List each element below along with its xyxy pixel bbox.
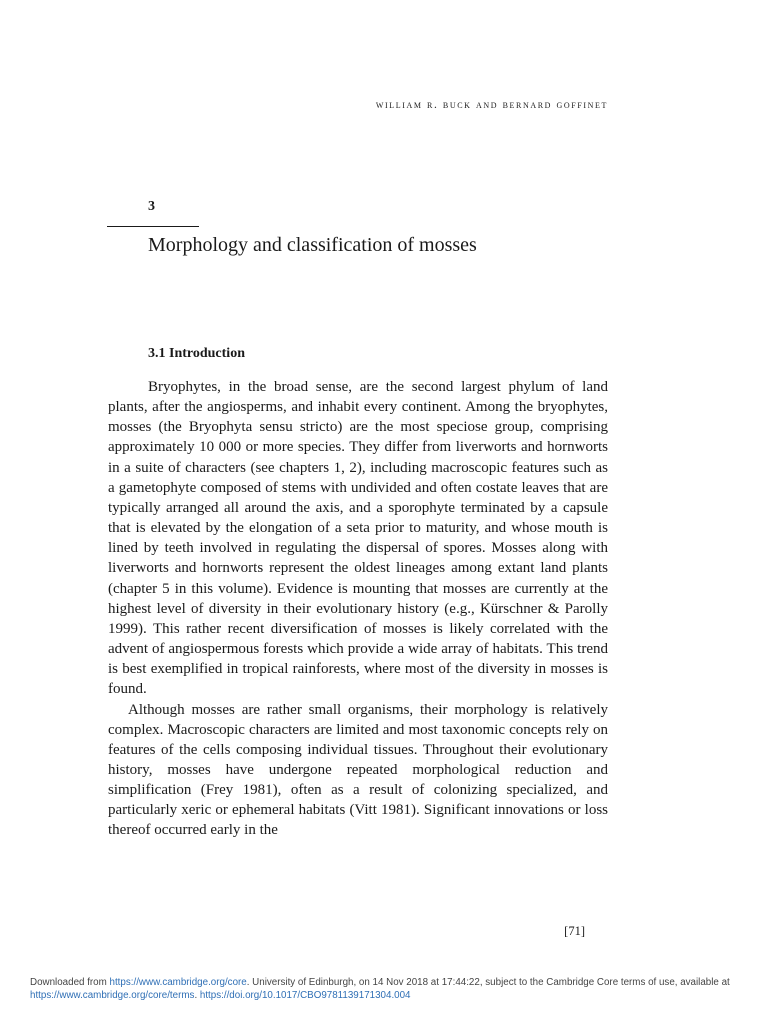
- page-number: [71]: [564, 924, 585, 938]
- download-footer: [30, 976, 750, 1002]
- chapter-number: 3: [148, 199, 155, 214]
- cambridge-core-link[interactable]: https://www.cambridge.org/core: [109, 977, 247, 988]
- core-terms-link[interactable]: https://www.cambridge.org/core/terms: [30, 990, 195, 1001]
- paragraph-2: Although mosses are rather small organisms, their morphology is relatively complex. Macroscopic characters are limited and most taxonomic concepts rely on features of the cells composing individual tissues. Throughout their evolutionary history, mosses have undergone repeated morphological reduction and simplification (Frey 1981), often as a result of colonizing specialized, and particularly xeric or ephemeral habitats (Vitt 1981). Significant innovations or loss thereof occurred early in the: [108, 701, 608, 839]
- footer-separator: .: [194, 990, 200, 1001]
- chapter-title: Morphology and classification of mosses: [148, 234, 477, 256]
- section-heading: 3.1 Introduction: [148, 346, 245, 361]
- paragraph-1: Bryophytes, in the broad sense, are the second largest phylum of land plants, after the angiosperms, and inhabit every continent. Among the bryophytes, mosses (the Bryophyta sensu stricto) are the most speciose group, comprising approximately 10 000 or more species. They differ from liverworts and hornworts in a suite of characters (see chapters 1, 2), including macroscopic features such as a gametophyte composed of stems with undivided and often costate leaves that are typically arranged all around the axis, and a sporophyte terminated by a capsule that is elevated by the elongation of a seta prior to maturity, and whose mouth is lined by teeth involved in regulating the dispersal of spores. Mosses along with liverworts and hornworts represent the oldest lineages among extant land plants (chapter 5 in this volume). Evidence is mounting that mosses are currently at the highest level of diversity in their evolutionary history (e.g., Kürschner & Parolly 1999). This rather recent diversification of mosses is likely correlated with the advent of angiospermous forests which provide a wide array of habitats. This trend is best exemplified in tropical rainforests, where most of the diversity in mosses is found.: [108, 379, 608, 698]
- body-text: [108, 377, 608, 841]
- chapter-rule: [107, 226, 199, 227]
- running-header-authors: william r. buck and bernard goffinet: [375, 99, 608, 111]
- footer-middle: . University of Edinburgh, on 14 Nov 2018 at 17:44:22, subject to the Cambridge Core terms of use, available at: [246, 977, 730, 988]
- doi-link[interactable]: https://doi.org/10.1017/CBO9781139171304.004: [199, 990, 411, 1001]
- footer-prefix: Downloaded from: [30, 977, 110, 988]
